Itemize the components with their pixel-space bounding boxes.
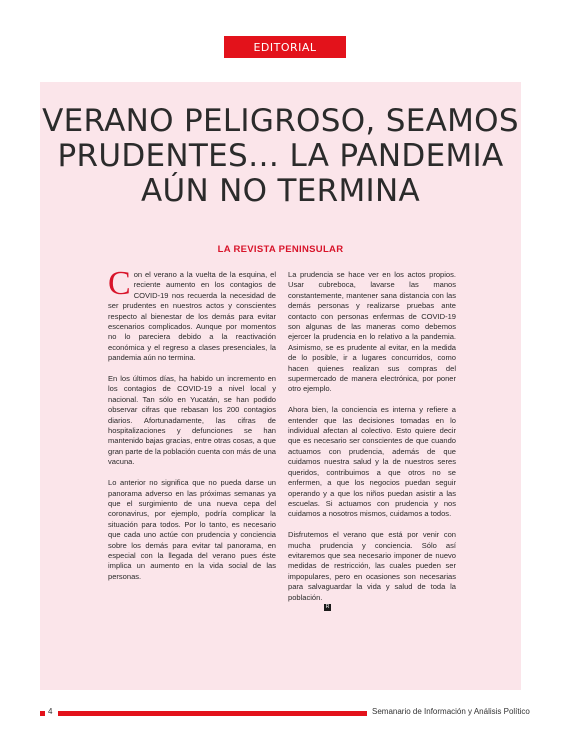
- paragraph: [288, 530, 456, 613]
- paragraph-text: on el verano a la vuelta de la esquina, el reciente aumento en los contagios de COVID-19 nos recuerda la necesidad de ser prudentes en nuestros actos y conscientes respecto al bienestar de los demás para evitar escenarios complicados. Aunque por momentos no lo pareciera debido a la reactivación económica y el regreso a clases presenciales, la pandemia aún no termina.: [108, 270, 276, 363]
- byline: LA REVISTA PENINSULAR: [217, 244, 344, 255]
- paragraph: Lo anterior no significa que no pueda darse un panorama adverso en las próximas semanas ya que el surgimiento de una nueva cepa del coronavirus, por ejemplo, podría complicar la situación para todos. Por lo tanto, es necesario que cada uno actúe con prudencia y conciencia sobre los demás para evitar tal panorama, en especial con la llegada del verano pues éste implica un aumento en la vida social de las personas.: [108, 478, 276, 581]
- page-number: 4: [48, 707, 53, 716]
- paragraph: En los últimos días, ha habido un incremento en los contagios de COVID-19 a nivel local y nacional. Tan sólo en Yucatán, se han podido observar cifras que rebasan los 200 contagios diarios. Afortunadamente, las cifras de hospitalizaciones y defunciones se han mantenido bajas gracias, entre otras cosas, a que gran parte de la población cuenta con más de una vacuna.: [108, 374, 276, 467]
- article-column-right: [288, 270, 456, 624]
- paragraph: La prudencia se hace ver en los actos propios. Usar cubreboca, lavarse las manos constantemente, mantener sana distancia con las demás personas y realizarse pruebas ante contacto con personas enfermas de COVID-19 son algunas de las maneras como debemos ejercer la prudencia en lo relativo a la pandemia. Asimismo, se es prudente al evitar, en la medida de lo posible, ir a lugares concurridos, como hacen quienes realizan sus compras del supermercado de manera electrónica, por poner otro ejemplo.: [288, 270, 456, 394]
- dropcap: C: [108, 265, 131, 302]
- publication-name: Semanario de Información y Análisis Político: [372, 707, 530, 716]
- article-title: VERANO PELIGROSO, SEAMOS PRUDENTES… LA PANDEMIA AÚN NO TERMINA: [42, 103, 519, 209]
- section-label: EDITORIAL: [224, 36, 346, 58]
- end-mark-icon: R: [325, 604, 330, 611]
- paragraph-text: Disfrutemos el verano que está por venir con mucha prudencia y conciencia. Sólo así evitaremos que sea necesario imponer de nuevo medidas de restricción, las cuales pueden ser impopulares, pero en ocasiones son necesarias para salvaguardar la vida y salud de toda la población.: [288, 530, 456, 602]
- paragraph: [108, 265, 276, 364]
- footer-bar: [58, 711, 367, 716]
- paragraph: Ahora bien, la conciencia es interna y refiere a entender que las decisiones tomadas en lo individual afectan al colectivo. Esto quiere decir que es necesario ser conscientes de que cuando actuamos con prudencia, además de que cuidamos nuestra salud y la de nuestros seres queridos, contribuimos a que otros no se enfermen, a que los negocios puedan seguir operando y a que los niños puedan asistir a las escuelas. Si actuamos con prudencia y nos cuidamos a nosotros mismos, cuidamos a todos.: [288, 405, 456, 519]
- article-column-left: [108, 265, 276, 593]
- footer-marker: [40, 711, 45, 716]
